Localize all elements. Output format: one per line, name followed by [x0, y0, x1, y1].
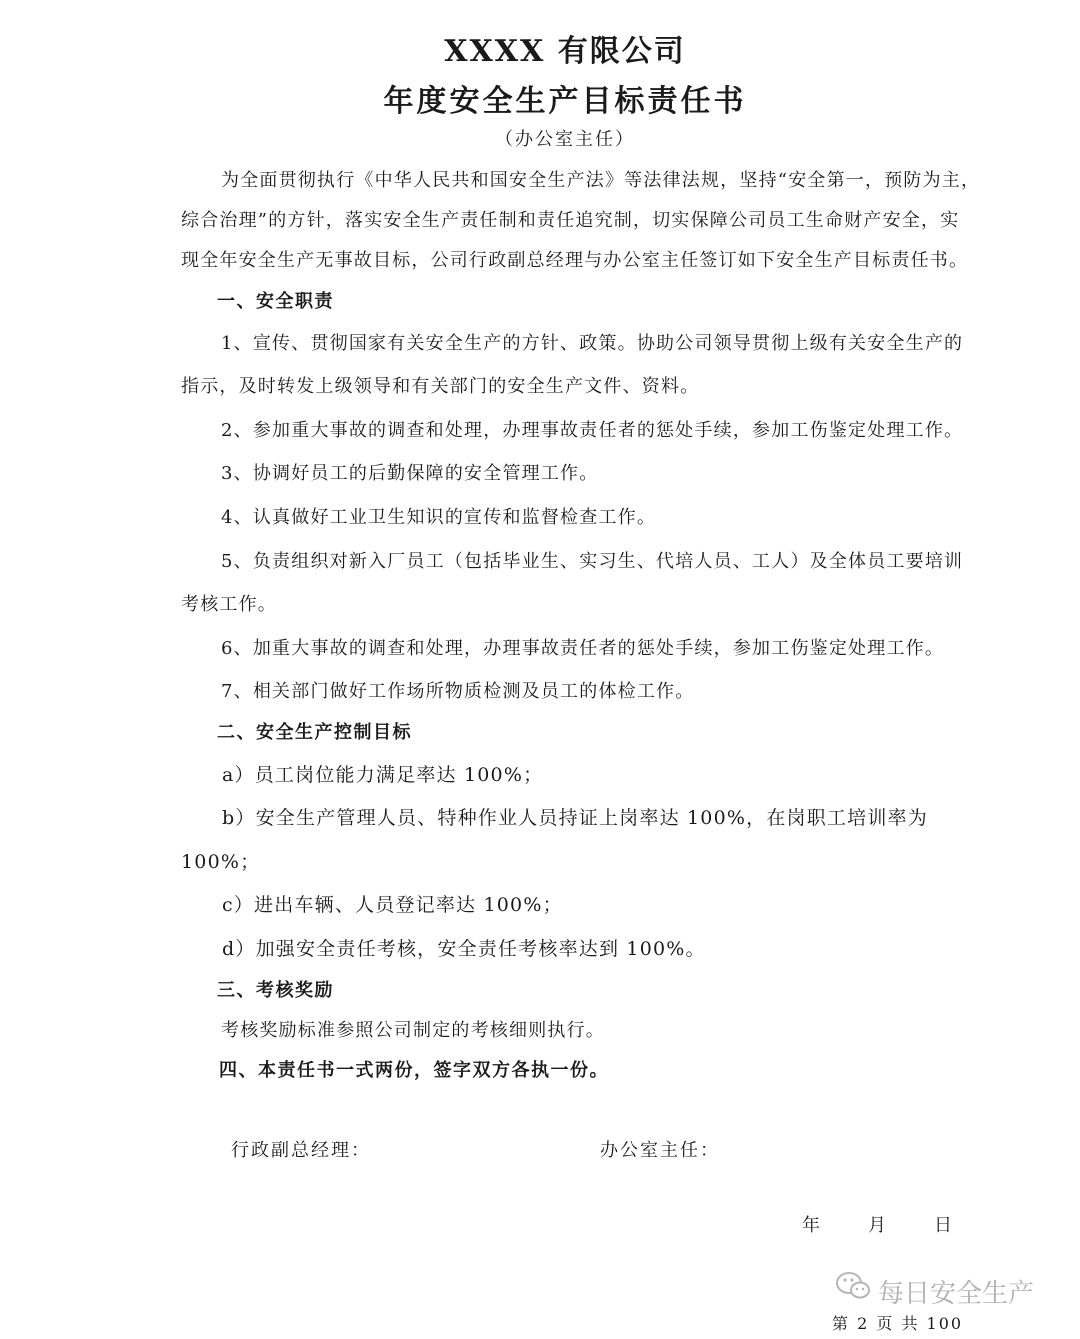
signature-label-deputy-gm: 行政副总经理：	[231, 1140, 371, 1161]
document-title: 年度安全生产目标责任书	[383, 84, 747, 119]
page-number: 第 2 页 共 100	[832, 1314, 964, 1333]
duty-line: 5、负责组织对新入厂员工（包括毕业生、实习生、代培人员、工人）及全体员工要培训	[221, 551, 964, 572]
watermark-text: 每日安全生产	[878, 1279, 1035, 1309]
goal-line: d）加强安全责任考核，安全责任考核率达到 100%。	[222, 938, 706, 960]
duty-line: 4、认真做好工业卫生知识的宣传和监督检查工作。	[221, 507, 657, 528]
signature-label-office-director: 办公室主任：	[600, 1140, 720, 1161]
section-heading: 一、安全职责	[217, 291, 334, 312]
goal-line: a）员工岗位能力满足率达 100%；	[222, 764, 544, 786]
document-subtitle: （办公室主任）	[495, 129, 635, 150]
date-year: 年	[802, 1215, 820, 1236]
duty-line: 指示，及时转发上级领导和有关部门的安全生产文件、资料。	[181, 376, 700, 397]
intro-line: 现全年安全生产无事故目标，公司行政副总经理与办公室主任签订如下安全生产目标责任书。	[181, 250, 969, 271]
goal-line: 100%；	[181, 851, 261, 873]
goal-line: b）安全生产管理人员、特种作业人员持证上岗率达 100%，在岗职工培训率为	[222, 807, 928, 829]
goal-line: c）进出车辆、人员登记率达 100%；	[222, 894, 563, 916]
section-heading: 三、考核奖励	[217, 980, 334, 1001]
duty-line: 考核工作。	[181, 594, 277, 615]
reward-text: 考核奖励标准参照公司制定的考核细则执行。	[221, 1020, 605, 1041]
duty-line: 7、相关部门做好工作场所物质检测及员工的体检工作。	[221, 681, 695, 702]
wechat-icon	[834, 1270, 874, 1302]
date-day: 日	[934, 1215, 952, 1236]
intro-line: 综合治理”的方针，落实安全生产责任制和责任追究制，切实保障公司员工生命财产安全，实	[181, 210, 960, 231]
date-month: 月	[868, 1215, 886, 1236]
section-heading: 四、本责任书一式两份，签字双方各执一份。	[219, 1060, 609, 1081]
company-title: XXXX 有限公司	[444, 34, 686, 69]
duty-line: 6、加重大事故的调查和处理，办理事故责任者的惩处手续，参加工伤鉴定处理工作。	[221, 638, 945, 659]
duty-line: 1、宣传、贯彻国家有关安全生产的方针、政策。协助公司领导贯彻上级有关安全生产的	[221, 333, 964, 354]
duty-line: 2、参加重大事故的调查和处理，办理事故责任者的惩处手续，参加工伤鉴定处理工作。	[221, 420, 964, 441]
duty-line: 3、协调好员工的后勤保障的安全管理工作。	[221, 463, 599, 484]
intro-line: 为全面贯彻执行《中华人民共和国安全生产法》等法律法规，坚持“安全第一，预防为主，	[221, 170, 981, 191]
section-heading: 二、安全生产控制目标	[217, 722, 412, 743]
